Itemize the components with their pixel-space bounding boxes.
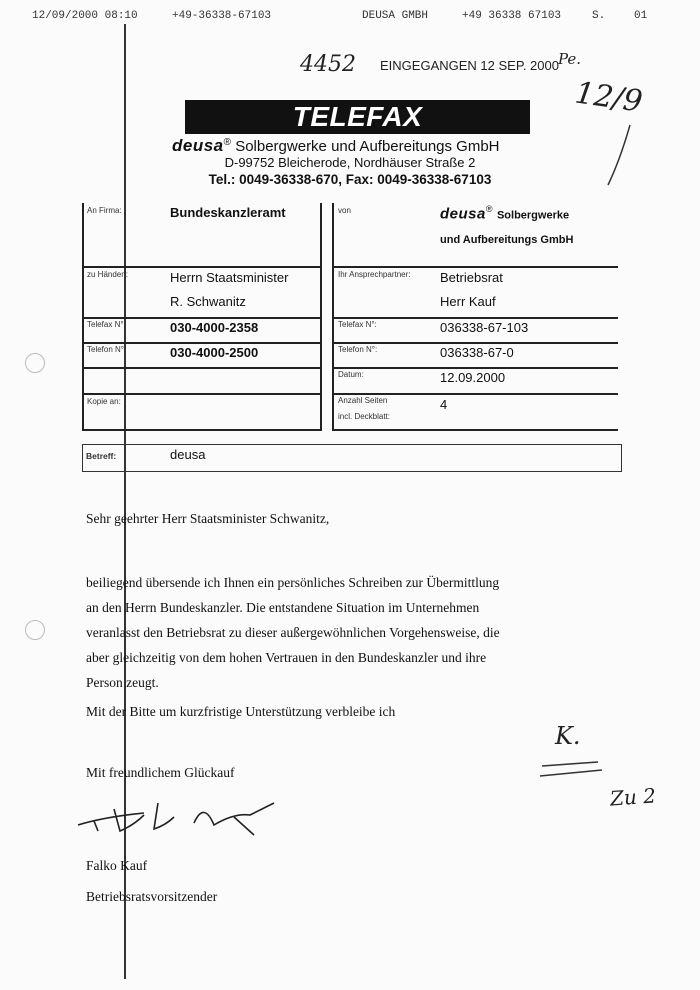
signature [74, 795, 289, 840]
telefax-value: 030-4000-2358 [170, 320, 259, 335]
ansprech-value-2: Herr Kauf [440, 294, 496, 309]
fax-transmission-header [0, 10, 700, 24]
letter-paragraph [86, 570, 500, 695]
own-telefax-value: 036338-67-103 [440, 320, 529, 335]
own-telefax-label: Telefax N°: [338, 320, 377, 329]
fax-sender-number: +49-36338-67103 [172, 10, 272, 22]
fax-sender-name: DEUSA GMBH [362, 10, 429, 22]
seiten-value: 4 [440, 397, 448, 412]
greeting: Mit freundlichem Glückauf [86, 765, 235, 780]
telefon-value: 030-4000-2500 [170, 345, 259, 360]
datum-value: 12.09.2000 [440, 370, 506, 385]
own-telefon-value: 036338-67-0 [440, 345, 514, 360]
registered-mark: ® [223, 137, 232, 148]
salutation: Sehr geehrter Herr Staatsminister Schwanitz, [86, 511, 330, 526]
paragraph-line: aber gleichzeitig von dem hohen Vertrauen in den Bundeskanzler und ihre [86, 650, 487, 665]
zu-handen-value-2: R. Schwanitz [170, 294, 246, 309]
paragraph-line: an den Herrn Bundeskanzler. Die entstandene Situation im Unternehmen [86, 600, 480, 615]
handwritten-initials: K. [555, 722, 581, 750]
an-firma-label: An Firma: [87, 206, 122, 215]
signer-title: Betriebsratsvorsitzender [86, 889, 218, 904]
an-firma-value: Bundeskanzleramt [170, 205, 286, 220]
zu-handen-label: zu Händen: [87, 270, 128, 279]
handwritten-scribble: Zu 2 [609, 783, 657, 811]
company-name: Solbergwerke und Aufbereitungs GmbH [235, 138, 500, 155]
von-company-line-2: und Aufbereitungs GmbH [440, 234, 574, 246]
telefon-label: Telefon N°: [87, 345, 127, 354]
betreff-value: deusa [170, 447, 206, 462]
paragraph-line: beiliegend übersende ich Ihnen ein persönliches Schreiben zur Übermittlung [86, 575, 500, 590]
fax-page-label: S. [592, 10, 606, 22]
telefax-banner: TELEFAX [185, 100, 530, 134]
company-line [172, 136, 500, 156]
handwritten-margin-note: 12/9 [572, 75, 645, 120]
handwritten-underline [538, 758, 608, 783]
stamp-initials: Pe. [558, 50, 582, 68]
paragraph-line: Person zeugt. [86, 675, 159, 690]
deusa-logo: deusa [172, 136, 224, 155]
seiten-label-1: Anzahl Seiten [338, 396, 388, 405]
telefax-label: Telefax N°: [87, 320, 126, 329]
fax-date-time: 12/09/2000 08:10 [32, 10, 138, 22]
von-label: von [338, 206, 351, 215]
fax-page-number: 01 [634, 10, 648, 22]
fax-sender-number-2: +49 36338 67103 [462, 10, 562, 22]
seiten-label-2: incl. Deckblatt: [338, 412, 391, 421]
betreff-box [82, 444, 622, 472]
own-telefon-label: Telefon N°: [338, 345, 378, 354]
datum-label: Datum: [338, 370, 364, 379]
von-company: deusa® Solbergwerke [440, 204, 570, 223]
received-stamp: EINGEGANGEN 12 SEP. 2000 [380, 58, 559, 73]
ansprech-label: Ihr Ansprechpartner: [338, 270, 411, 279]
company-contact: Tel.: 0049-36338-670, Fax: 0049-36338-67103 [208, 172, 492, 187]
zu-handen-value-1: Herrn Staatsminister [170, 270, 289, 285]
paragraph-line: veranlasst den Betriebsrat zu dieser außergewöhnlichen Vorgehensweise, die [86, 625, 500, 640]
von-deusa-logo: deusa [440, 205, 486, 223]
company-address: D-99752 Bleicherode, Nordhäuser Straße 2 [224, 155, 476, 170]
signer-name: Falko Kauf [86, 858, 148, 873]
betreff-label: Betreff: [86, 451, 117, 461]
handwritten-ref-number: 4452 [300, 52, 356, 77]
punch-hole-top [25, 353, 45, 373]
ansprech-value-1: Betriebsrat [440, 270, 503, 285]
closing-request: Mit der Bitte um kurzfristige Unterstützung verbleibe ich [86, 704, 396, 719]
punch-hole-bottom [25, 620, 45, 640]
kopie-label: Kopie an: [87, 397, 121, 406]
